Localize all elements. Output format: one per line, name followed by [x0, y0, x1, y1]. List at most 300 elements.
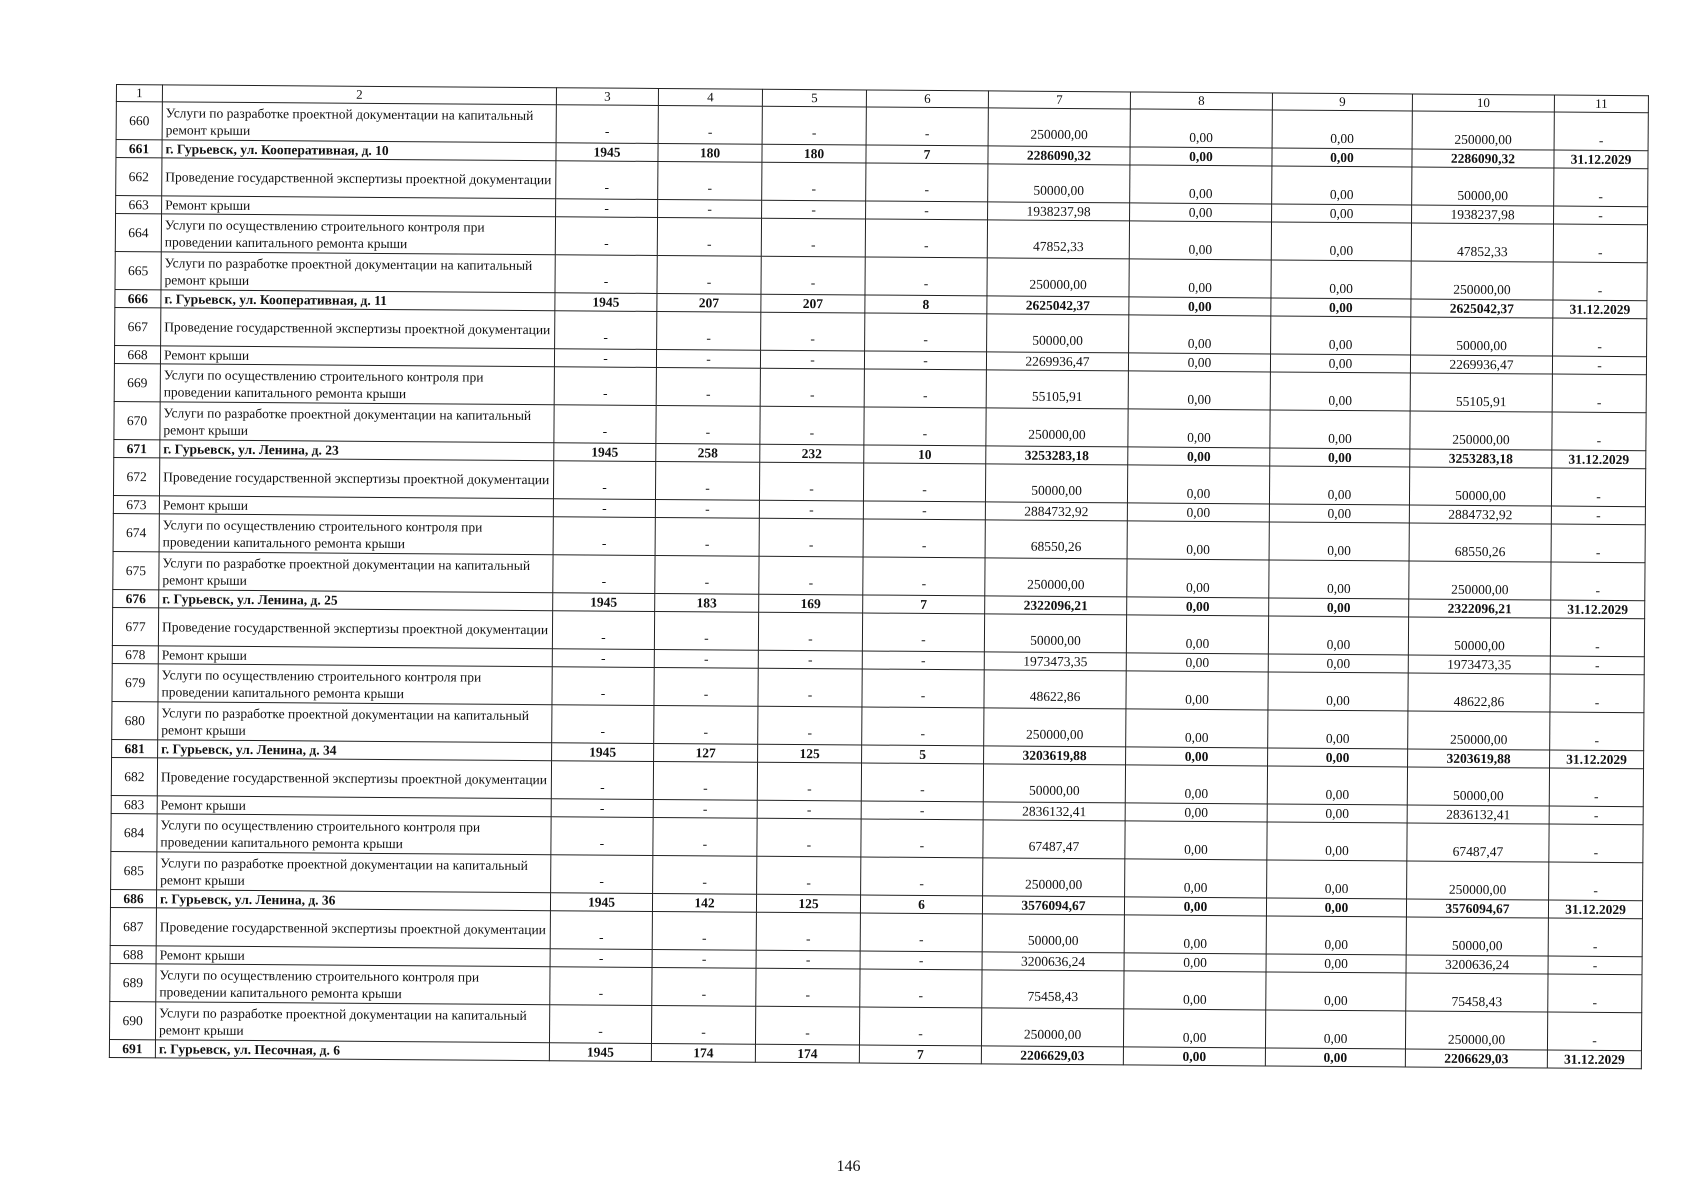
work-name-cell: Услуги по разработке проектной документации на капитальный ремонт крыши [161, 252, 555, 293]
residents-cell: - [862, 651, 984, 670]
total-area-cell: 174 [651, 1043, 755, 1062]
residents-cell: - [861, 801, 983, 820]
fund-cost-cell: 0,00 [1124, 915, 1266, 954]
work-name-cell: Услуги по разработке проектной документации на капитальный ремонт крыши [155, 1002, 549, 1043]
deadline-cell: - [1553, 224, 1647, 263]
deadline-cell: - [1548, 918, 1642, 957]
total-cost-cell: 2286090,32 [988, 146, 1130, 165]
residential-area-cell: - [761, 256, 865, 295]
deadline-cell: - [1549, 824, 1643, 863]
table-body [109, 85, 1648, 1069]
deadline-cell: - [1551, 468, 1645, 507]
column-header: 11 [1554, 95, 1648, 113]
row-number-cell: 660 [116, 102, 162, 140]
year-cell: - [555, 311, 657, 350]
total-cost-cell: 250000,00 [985, 558, 1127, 597]
residential-area-cell: - [758, 650, 862, 669]
year-cell: - [549, 1005, 651, 1044]
budget-cost-cell: 0,00 [1267, 822, 1407, 861]
row-number-cell: 663 [116, 196, 162, 214]
deadline-cell: - [1550, 618, 1644, 657]
fund-cost-cell: 0,00 [1130, 203, 1272, 222]
work-name-cell: Проведение государственной экспертизы проектной документации [161, 308, 555, 349]
owner-funds-cell: 50000,00 [1406, 917, 1548, 956]
residential-area-cell: 174 [755, 1044, 859, 1063]
fund-cost-cell: 0,00 [1128, 353, 1270, 372]
total-cost-cell: 250000,00 [986, 408, 1128, 447]
total-cost-cell: 50000,00 [987, 314, 1129, 353]
fund-cost-cell: 0,00 [1126, 615, 1268, 654]
total-cost-cell: 48622,86 [984, 670, 1126, 709]
residents-cell: - [863, 463, 985, 502]
residents-cell: - [862, 707, 984, 746]
fund-cost-cell: 0,00 [1129, 221, 1271, 260]
year-cell: - [554, 349, 656, 368]
owner-funds-cell: 50000,00 [1411, 317, 1553, 356]
work-name-cell: Услуги по разработке проектной документации на капитальный ремонт крыши [162, 102, 556, 143]
work-name-cell: Услуги по осуществлению строительного контроля при проведении капитального ремонта крыши [160, 364, 554, 405]
column-header: 8 [1130, 92, 1272, 110]
fund-cost-cell: 0,00 [1124, 897, 1266, 916]
row-number-cell: 678 [112, 645, 158, 663]
fund-cost-cell: 0,00 [1130, 165, 1272, 204]
year-cell: 1945 [556, 143, 658, 162]
residential-area-cell: 169 [759, 594, 863, 613]
total-cost-cell: 47852,33 [987, 220, 1129, 259]
residential-area-cell: - [761, 218, 865, 257]
fund-cost-cell: 0,00 [1126, 709, 1268, 748]
residents-cell: - [865, 313, 987, 352]
total-area-cell: - [652, 967, 756, 1006]
total-area-cell: - [658, 161, 762, 200]
fund-cost-cell: 0,00 [1126, 653, 1268, 672]
budget-cost-cell: 0,00 [1268, 710, 1408, 749]
residents-cell: - [861, 857, 983, 896]
total-cost-cell: 68550,26 [985, 520, 1127, 559]
year-cell: 1945 [552, 743, 654, 762]
deadline-cell: - [1550, 712, 1644, 751]
fund-cost-cell: 0,00 [1129, 315, 1271, 354]
residential-area-cell: - [758, 612, 862, 651]
total-cost-cell: 50000,00 [984, 614, 1126, 653]
work-name-cell: Услуги по осуществлению строительного контроля при проведении капитального ремонта крыши [157, 814, 551, 855]
work-name-cell: г. Гурьевск, ул. Песочная, д. 6 [155, 1040, 549, 1061]
budget-cost-cell: 0,00 [1266, 898, 1406, 917]
total-area-cell: - [657, 217, 761, 256]
budget-cost-cell: 0,00 [1266, 916, 1406, 955]
deadline-cell: - [1550, 656, 1644, 675]
row-number-cell: 667 [115, 307, 161, 345]
residents-cell: - [862, 613, 984, 652]
deadline-cell: - [1548, 956, 1642, 975]
total-cost-cell: 3203619,88 [984, 746, 1126, 765]
total-cost-cell: 250000,00 [984, 708, 1126, 747]
year-cell: - [550, 911, 652, 950]
total-area-cell: 183 [655, 593, 759, 612]
row-number-cell: 675 [113, 551, 159, 589]
owner-funds-cell: 48622,86 [1408, 673, 1550, 712]
budget-cost-cell: 0,00 [1269, 504, 1409, 523]
owner-funds-cell: 250000,00 [1411, 261, 1553, 300]
total-cost-cell: 2836132,41 [983, 802, 1125, 821]
year-cell: - [551, 799, 653, 818]
budget-cost-cell: 0,00 [1269, 522, 1409, 561]
year-cell: 1945 [550, 893, 652, 912]
year-cell: - [550, 967, 652, 1006]
total-cost-cell: 250000,00 [987, 258, 1129, 297]
residents-cell: 8 [865, 295, 987, 314]
year-cell: - [553, 461, 655, 500]
year-cell: - [550, 949, 652, 968]
deadline-cell: 31.12.2029 [1552, 450, 1646, 469]
deadline-cell: - [1553, 318, 1647, 357]
budget-cost-cell: 0,00 [1268, 654, 1408, 673]
residents-cell: - [863, 519, 985, 558]
deadline-cell: - [1552, 356, 1646, 375]
owner-funds-cell: 250000,00 [1407, 861, 1549, 900]
residents-cell: 7 [863, 595, 985, 614]
residents-cell: - [861, 819, 983, 858]
fund-cost-cell: 0,00 [1127, 503, 1269, 522]
owner-funds-cell: 3203619,88 [1408, 749, 1550, 768]
total-cost-cell: 2269936,47 [986, 352, 1128, 371]
work-name-cell: Проведение государственной экспертизы проектной документации [158, 608, 552, 649]
year-cell: - [555, 217, 657, 256]
work-name-cell: г. Гурьевск, ул. Ленина, д. 34 [158, 740, 552, 761]
year-cell: 1945 [553, 593, 655, 612]
total-area-cell: 258 [656, 443, 760, 462]
owner-funds-cell: 2269936,47 [1410, 355, 1552, 374]
fund-cost-cell: 0,00 [1129, 297, 1271, 316]
total-area-cell: 180 [658, 143, 762, 162]
residential-area-cell: - [762, 200, 866, 219]
deadline-cell: - [1550, 674, 1644, 713]
residential-area-cell: - [757, 762, 861, 801]
row-number-cell: 686 [110, 889, 156, 907]
owner-funds-cell: 250000,00 [1410, 411, 1552, 450]
budget-cost-cell: 0,00 [1269, 466, 1409, 505]
total-area-cell: - [653, 817, 757, 856]
total-cost-cell: 3200636,24 [982, 952, 1124, 971]
year-cell: 1945 [555, 293, 657, 312]
row-number-cell: 666 [115, 289, 161, 307]
work-name-cell: г. Гурьевск, ул. Кооперативная, д. 11 [161, 290, 555, 311]
fund-cost-cell: 0,00 [1124, 953, 1266, 972]
total-area-cell: 207 [657, 293, 761, 312]
residents-cell: - [863, 501, 985, 520]
residents-cell: 7 [859, 1045, 981, 1064]
work-name-cell: Услуги по разработке проектной документации на капитальный ремонт крыши [157, 852, 551, 893]
column-header: 10 [1412, 94, 1554, 112]
residential-area-cell: - [757, 818, 861, 857]
row-number-cell: 671 [114, 439, 160, 457]
residential-area-cell: - [756, 968, 860, 1007]
total-area-cell: - [654, 705, 758, 744]
residents-cell: - [860, 969, 982, 1008]
total-area-cell: - [657, 255, 761, 294]
deadline-cell: - [1552, 412, 1646, 451]
row-number-cell: 682 [111, 757, 157, 795]
row-number-cell: 662 [116, 158, 162, 196]
residential-area-cell: - [756, 950, 860, 969]
deadline-cell: - [1553, 262, 1647, 301]
residents-cell: - [860, 951, 982, 970]
work-name-cell: Услуги по разработке проектной документации на капитальный ремонт крыши [160, 402, 554, 443]
total-area-cell: - [652, 911, 756, 950]
column-header: 6 [866, 90, 988, 108]
residents-cell: - [864, 407, 986, 446]
total-cost-cell: 2322096,21 [985, 596, 1127, 615]
total-area-cell: - [652, 949, 756, 968]
total-area-cell: - [655, 461, 759, 500]
work-name-cell: Ремонт крыши [159, 496, 553, 517]
column-header: 9 [1272, 93, 1412, 111]
page-number: 146 [836, 1158, 861, 1175]
work-name-cell: Услуги по осуществлению строительного контроля при проведении капитального ремонта крыши [156, 964, 550, 1005]
budget-cost-cell: 0,00 [1271, 316, 1411, 355]
budget-cost-cell: 0,00 [1267, 766, 1407, 805]
work-name-cell: Ремонт крыши [157, 796, 551, 817]
fund-cost-cell: 0,00 [1129, 259, 1271, 298]
fund-cost-cell: 0,00 [1130, 109, 1272, 148]
residents-cell: - [866, 163, 988, 202]
residential-area-cell: - [755, 1006, 859, 1045]
budget-cost-cell: 0,00 [1268, 672, 1408, 711]
budget-cost-cell: 0,00 [1267, 804, 1407, 823]
total-area-cell: - [653, 761, 757, 800]
total-area-cell: - [655, 555, 759, 594]
residential-area-cell: - [761, 312, 865, 351]
row-number-cell: 684 [111, 813, 157, 851]
budget-cost-cell: 0,00 [1271, 298, 1411, 317]
owner-funds-cell: 250000,00 [1409, 561, 1551, 600]
total-area-cell: - [654, 611, 758, 650]
owner-funds-cell: 2322096,21 [1409, 599, 1551, 618]
budget-cost-cell: 0,00 [1270, 372, 1410, 411]
fund-cost-cell: 0,00 [1124, 971, 1266, 1010]
work-name-cell: Ремонт крыши [160, 346, 554, 367]
work-name-cell: г. Гурьевск, ул. Ленина, д. 36 [156, 890, 550, 911]
fund-cost-cell: 0,00 [1125, 765, 1267, 804]
owner-funds-cell: 2286090,32 [1412, 149, 1554, 168]
year-cell: 1945 [549, 1043, 651, 1062]
work-name-cell: Проведение государственной экспертизы проектной документации [157, 758, 551, 799]
fund-cost-cell: 0,00 [1128, 371, 1270, 410]
total-area-cell: - [651, 1005, 755, 1044]
total-area-cell: - [656, 405, 760, 444]
fund-cost-cell: 0,00 [1127, 559, 1269, 598]
total-cost-cell: 1973473,35 [984, 652, 1126, 671]
row-number-cell: 664 [115, 214, 161, 252]
owner-funds-cell: 50000,00 [1407, 767, 1549, 806]
residents-cell: - [864, 369, 986, 408]
deadline-cell: 31.12.2029 [1554, 150, 1648, 169]
work-name-cell: Проведение государственной экспертизы проектной документации [156, 908, 550, 949]
residential-area-cell: - [760, 406, 864, 445]
deadline-cell: - [1549, 768, 1643, 807]
row-number-cell: 690 [109, 1001, 155, 1039]
budget-cost-cell: 0,00 [1270, 354, 1410, 373]
row-number-cell: 680 [112, 701, 158, 739]
residential-area-cell: - [762, 106, 866, 145]
work-name-cell: Услуги по осуществлению строительного контроля при проведении капитального ремонта крыши [161, 214, 555, 255]
owner-funds-cell: 47852,33 [1411, 223, 1553, 262]
owner-funds-cell: 1938237,98 [1412, 205, 1554, 224]
residential-area-cell: - [759, 518, 863, 557]
deadline-cell: 31.12.2029 [1550, 750, 1644, 769]
residential-area-cell: - [760, 350, 864, 369]
owner-funds-cell: 250000,00 [1408, 711, 1550, 750]
residential-area-cell: 207 [761, 294, 865, 313]
owner-funds-cell: 3253283,18 [1410, 449, 1552, 468]
column-header: 5 [762, 89, 866, 107]
repair-schedule-table [109, 84, 1649, 1069]
column-header: 3 [556, 88, 658, 106]
total-area-cell: - [655, 499, 759, 518]
work-name-cell: Проведение государственной экспертизы проектной документации [162, 158, 556, 199]
residents-cell: 10 [864, 445, 986, 464]
total-cost-cell: 3253283,18 [986, 446, 1128, 465]
budget-cost-cell: 0,00 [1272, 148, 1412, 167]
budget-cost-cell: 0,00 [1271, 222, 1411, 261]
residential-area-cell: 232 [760, 444, 864, 463]
work-name-cell: Проведение государственной экспертизы проектной документации [159, 458, 553, 499]
owner-funds-cell: 50000,00 [1409, 467, 1551, 506]
owner-funds-cell: 50000,00 [1408, 617, 1550, 656]
budget-cost-cell: 0,00 [1270, 448, 1410, 467]
fund-cost-cell: 0,00 [1123, 1047, 1265, 1066]
deadline-cell: - [1549, 806, 1643, 825]
year-cell: - [553, 499, 655, 518]
row-number-cell: 665 [115, 251, 161, 289]
budget-cost-cell: 0,00 [1270, 410, 1410, 449]
column-header: 2 [162, 85, 556, 105]
owner-funds-cell: 250000,00 [1412, 111, 1554, 150]
total-cost-cell: 2884732,92 [985, 502, 1127, 521]
year-cell: - [553, 555, 655, 594]
deadline-cell: 31.12.2029 [1553, 300, 1647, 319]
residential-area-cell: - [757, 856, 861, 895]
year-cell: - [554, 367, 656, 406]
budget-cost-cell: 0,00 [1266, 954, 1406, 973]
work-name-cell: г. Гурьевск, ул. Ленина, д. 25 [159, 590, 553, 611]
total-cost-cell: 3576094,67 [982, 896, 1124, 915]
column-header: 1 [116, 85, 162, 102]
budget-cost-cell: 0,00 [1269, 598, 1409, 617]
work-name-cell: Услуги по разработке проектной документации на капитальный ремонт крыши [158, 702, 552, 743]
residential-area-cell: 180 [762, 144, 866, 163]
year-cell: - [556, 199, 658, 218]
row-number-cell: 681 [112, 739, 158, 757]
row-number-cell: 685 [111, 851, 157, 889]
total-area-cell: - [657, 311, 761, 350]
total-cost-cell: 50000,00 [988, 164, 1130, 203]
fund-cost-cell: 0,00 [1125, 803, 1267, 822]
owner-funds-cell: 2836132,41 [1407, 805, 1549, 824]
column-header: 7 [988, 91, 1130, 109]
fund-cost-cell: 0,00 [1125, 821, 1267, 860]
residents-cell: - [860, 913, 982, 952]
residents-cell: - [864, 351, 986, 370]
fund-cost-cell: 0,00 [1127, 597, 1269, 616]
work-name-cell: Услуги по осуществлению строительного контроля при проведении капитального ремонта крыши [159, 514, 553, 555]
residential-area-cell: - [757, 800, 861, 819]
year-cell: - [551, 761, 653, 800]
fund-cost-cell: 0,00 [1123, 1009, 1265, 1048]
deadline-cell: - [1551, 506, 1645, 525]
fund-cost-cell: 0,00 [1126, 671, 1268, 710]
work-name-cell: г. Гурьевск, ул. Ленина, д. 23 [160, 440, 554, 461]
residents-cell: - [859, 1007, 981, 1046]
row-number-cell: 677 [112, 607, 158, 645]
budget-cost-cell: 0,00 [1268, 748, 1408, 767]
owner-funds-cell: 2206629,03 [1405, 1049, 1547, 1068]
deadline-cell: - [1551, 524, 1645, 563]
residential-area-cell: - [759, 500, 863, 519]
residential-area-cell: - [762, 162, 866, 201]
residential-area-cell: 125 [758, 744, 862, 763]
total-cost-cell: 1938237,98 [988, 202, 1130, 221]
year-cell: - [555, 255, 657, 294]
row-number-cell: 679 [112, 663, 158, 701]
row-number-cell: 687 [110, 907, 156, 945]
total-cost-cell: 50000,00 [983, 764, 1125, 803]
year-cell: - [552, 705, 654, 744]
total-area-cell: - [658, 199, 762, 218]
deadline-cell: - [1547, 1012, 1641, 1051]
fund-cost-cell: 0,00 [1126, 747, 1268, 766]
budget-cost-cell: 0,00 [1272, 166, 1412, 205]
year-cell: - [552, 649, 654, 668]
total-area-cell: - [655, 517, 759, 556]
budget-cost-cell: 0,00 [1265, 1048, 1405, 1067]
total-cost-cell: 67487,47 [983, 820, 1125, 859]
residents-cell: - [866, 201, 988, 220]
fund-cost-cell: 0,00 [1128, 409, 1270, 448]
fund-cost-cell: 0,00 [1128, 447, 1270, 466]
year-cell: - [552, 667, 654, 706]
residential-area-cell: 125 [756, 894, 860, 913]
owner-funds-cell: 250000,00 [1405, 1011, 1547, 1050]
total-cost-cell: 2206629,03 [981, 1046, 1123, 1065]
row-number-cell: 668 [114, 345, 160, 363]
owner-funds-cell: 2625042,37 [1411, 299, 1553, 318]
owner-funds-cell: 55105,91 [1410, 373, 1552, 412]
fund-cost-cell: 0,00 [1125, 859, 1267, 898]
row-number-cell: 672 [113, 457, 159, 495]
total-area-cell: - [656, 367, 760, 406]
deadline-cell: 31.12.2029 [1551, 600, 1645, 619]
total-area-cell: - [653, 855, 757, 894]
deadline-cell: - [1548, 974, 1642, 1013]
total-cost-cell: 75458,43 [982, 970, 1124, 1009]
work-name-cell: Ремонт крыши [158, 646, 552, 667]
residents-cell: 7 [866, 145, 988, 164]
year-cell: - [553, 517, 655, 556]
owner-funds-cell: 68550,26 [1409, 523, 1551, 562]
row-number-cell: 676 [113, 589, 159, 607]
owner-funds-cell: 3576094,67 [1406, 899, 1548, 918]
year-cell: - [554, 405, 656, 444]
deadline-cell: - [1551, 562, 1645, 601]
residential-area-cell: - [758, 668, 862, 707]
budget-cost-cell: 0,00 [1269, 560, 1409, 599]
budget-cost-cell: 0,00 [1272, 204, 1412, 223]
total-area-cell: - [658, 105, 762, 144]
budget-cost-cell: 0,00 [1268, 616, 1408, 655]
owner-funds-cell: 75458,43 [1406, 973, 1548, 1012]
budget-cost-cell: 0,00 [1272, 110, 1412, 149]
